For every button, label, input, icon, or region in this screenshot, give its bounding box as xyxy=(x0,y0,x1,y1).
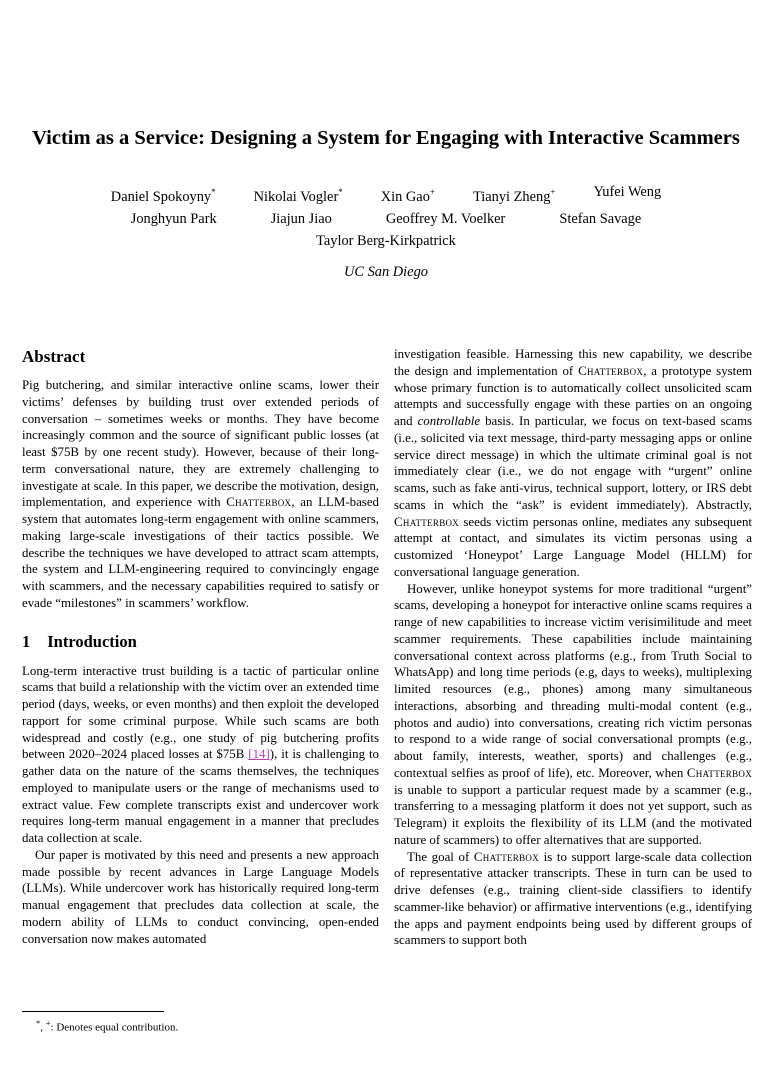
section-1-heading xyxy=(22,631,379,653)
left-column xyxy=(22,346,379,947)
footnote-rule xyxy=(22,1011,164,1012)
author-block xyxy=(0,181,772,281)
author-name: Jiajun Jiao xyxy=(270,210,332,227)
right-column xyxy=(394,346,752,949)
body-paragraph-3: The goal of Chatterbox is to support large-scale data collection of representative attacker transcripts. These in turn can be used to drive defenses (e.g., training client-side classifiers to identify scammer-like behavior) or affirmative interventions (e.g., identifying the apps and payment endpoints being used by different groups of scammers to support both xyxy=(394,849,753,948)
author-name: Nikolai Vogler* xyxy=(253,187,343,205)
footnote-text: *, +: Denotes equal contribution. xyxy=(36,1018,179,1034)
author-affiliation-marker: + xyxy=(429,187,435,197)
citation-link[interactable]: [14] xyxy=(248,747,270,762)
section-title: Introduction xyxy=(47,631,137,651)
author-affiliation-marker: * xyxy=(211,187,216,197)
author-affiliation-marker: + xyxy=(550,187,556,197)
abstract-body xyxy=(22,377,379,612)
author-name: Stefan Savage xyxy=(559,210,642,227)
author-row xyxy=(0,181,772,208)
author-name: Taylor Berg-Kirkpatrick xyxy=(316,232,456,249)
author-name: Jonghyun Park xyxy=(130,210,217,227)
intro-paragraph-2: Our paper is motivated by this need and presents a new approach made possible by recent advances in Large Language Models (LLMs). While undercover work has historically required long-term manual engagement that precludes data collection at scale, the modern ability of LLMs to conduct convincing, open-ended conversation now makes automated xyxy=(22,847,379,946)
author-name: Tianyi Zheng+ xyxy=(472,187,556,205)
introduction-body xyxy=(22,663,379,948)
intro-paragraph-1: Long-term interactive trust building is a tactic of particular online scams that build a relationship with the victim over an extended time period (days, weeks, or even months) and then exploit the developed rapport for some criminal purpose. While such scams are both widespread and costly (e.g., one study of pig butchering profits between 2020–2024 placed losses at $75B [14]), it is challenging to gather data on the nature of the scams themselves, the techniques employed to manipulate users or the range of mechanisms used to extract value. Few complete transcripts exist and undercover work requires long-term manual engagement in a manner that precludes data collection at scale. xyxy=(22,663,379,845)
footnote xyxy=(22,1011,379,1035)
author-name: Daniel Spokoyny* xyxy=(110,187,216,205)
body-paragraph-2: However, unlike honeypot systems for more traditional “urgent” scams, developing a honeypot for interactive online scams requires a range of new capabilities to increase victim verisimilitude and meet scammer requirements. These capabilities include maintaining conversational context across platforms (e.g., from Truth Social to WhatsApp) and long time periods (e.g, days to weeks), multiplexing limited resources (e.g., phones) among many simultaneous interactions, absorbing and threading multi-modal content (e.g., photos and audio) into conversations, creating rich victim personas to respond to a wide range of social conversational prompts (e.g., about family, interests, weather, sports) and challenges (e.g., contextual selfies as proof of life), etc. Moreover, when Chatterbox is unable to support a particular request made by a scammer (e.g., transferring to a messaging platform it does not yet support, such as Telegram) it exploits the flexibility of its LLM (and the motivated nature of scammers) to offer alternatives that are supported. xyxy=(394,581,752,847)
paper-title: Victim as a Service: Designing a System for Engaging with Interactive Scammers xyxy=(32,126,740,149)
affiliation: UC San Diego xyxy=(344,263,428,280)
body-paragraph-1: investigation feasible. Harnessing this new capability, we describe the design and implementation of Chatterbox, a prototype system whose primary function is to automatically collect unsolicited scam attempts and successfully engage with these parties on an ongoing and controllable basis. In particular, we focus on text-based scams (i.e., solicited via text message, third-party messaging apps or online service direct message) in which the ultimate criminal goal is not immediately clear (i.e., we do not engage with “urgent” online scams, such as fake anti-virus, technical support, lottery, or IRS debt scams in which the “ask” is evident immediately). Abstractly, Chatterbox seeds victim personas online, mediates any subsequent attempt at contact, and simulates its victim personas using a customized ‘Honeypot’ Large Language Model (HLLM) for conversational language generation. xyxy=(394,347,752,579)
abstract-heading: Abstract xyxy=(22,347,86,366)
author-row xyxy=(0,230,772,252)
author-row xyxy=(0,208,772,230)
author-affiliation-marker: * xyxy=(338,187,343,197)
section-number: 1 xyxy=(22,631,31,651)
author-name: Geoffrey M. Voelker xyxy=(385,210,506,227)
abstract-paragraph: Pig butchering, and similar interactive online scams, lower their victims’ defenses by building trust over extended periods of conversation – sometimes weeks or months. They have become increasingly common and the source of significant public losses (at least $75B by one recent study). However, because of their long-term conversational nature, they are extremely challenging to investigate at scale. In this paper, we describe the motivation, design, implementation, and experience with Chatterbox, an LLM-based system that automates long-term engagement with online scammers, making large-scale investigations of their tactics possible. We describe the techniques we have developed to attract scam attempts, the system and LLM-engineering required to convincingly engage with scammers, and the necessary capabilities required to satisfy or evade “milestones” in scammers’ workflow. xyxy=(22,378,379,610)
author-name: Xin Gao+ xyxy=(380,187,435,205)
author-name: Yufei Weng xyxy=(593,184,662,200)
